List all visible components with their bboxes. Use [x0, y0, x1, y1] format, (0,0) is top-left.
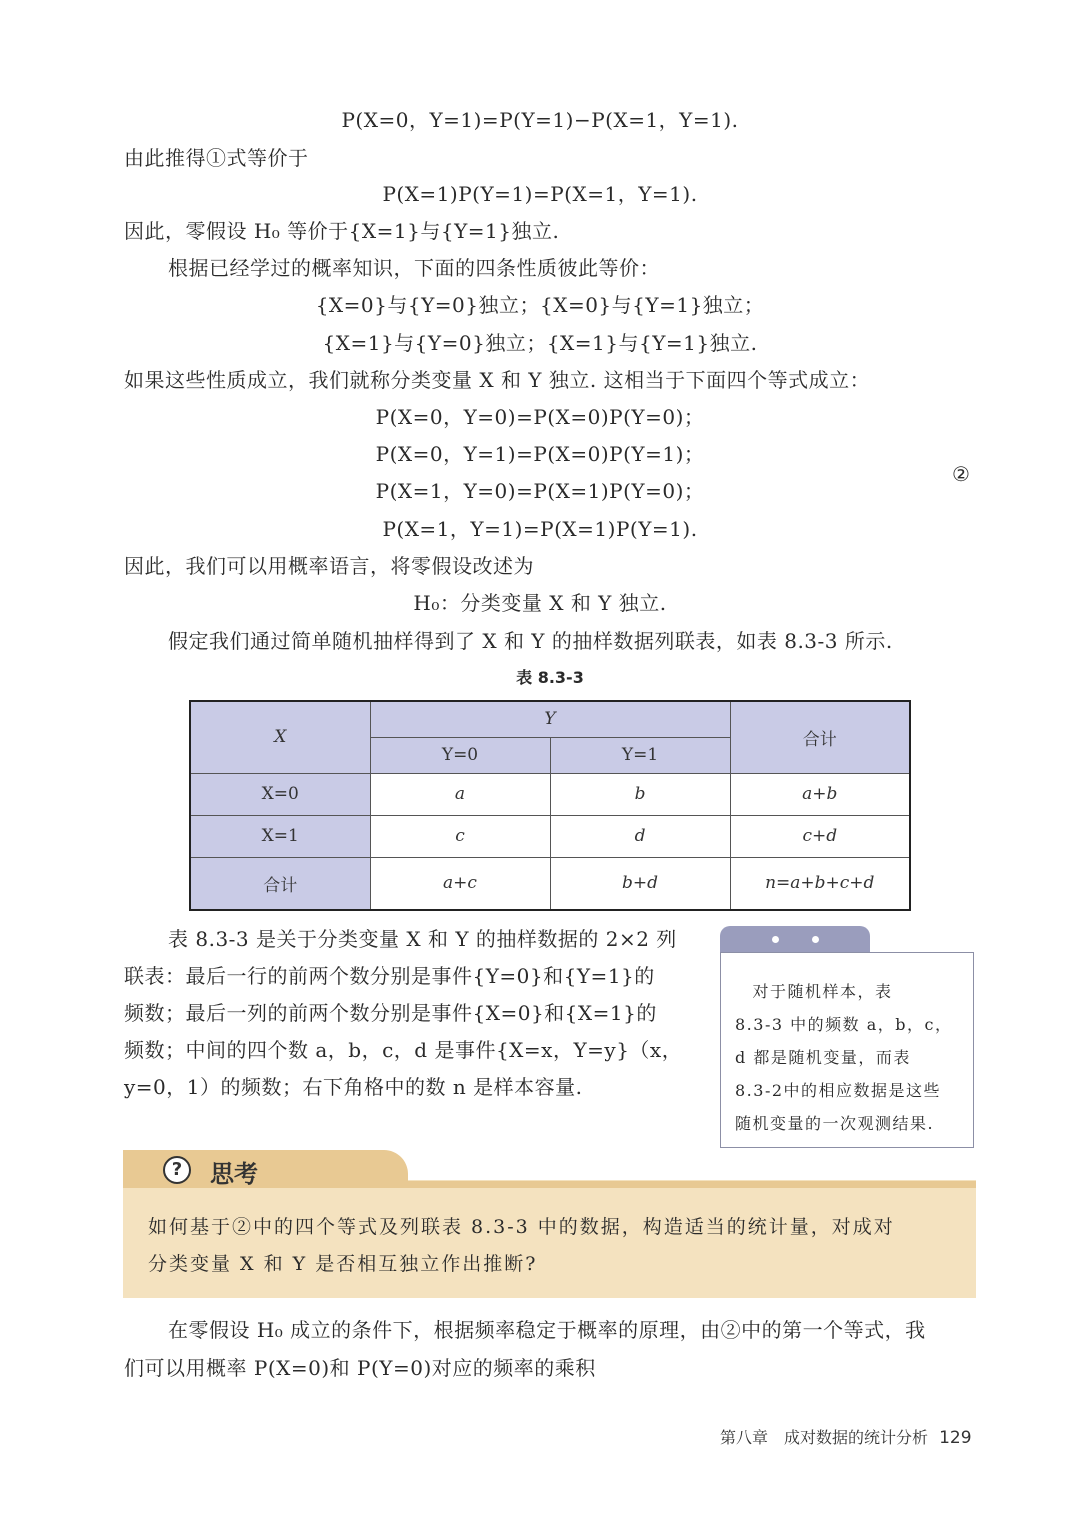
- row-label: 合计: [190, 857, 370, 910]
- table-row: [190, 815, 910, 857]
- side-note-tab: [720, 926, 870, 952]
- equation-line: {X=0}与{Y=0}独立；{X=0}与{Y=1}独立；: [315, 293, 765, 317]
- equation-number-marker: ②: [952, 462, 970, 486]
- paragraph-line: 表 8.3-3 是关于分类变量 X 和 Y 的抽样数据的 2×2 列: [168, 927, 677, 951]
- header-y: Y: [370, 701, 730, 737]
- row-label: X=1: [190, 815, 370, 857]
- table-cell: n=a+b+c+d: [730, 857, 910, 910]
- row-label: X=0: [190, 773, 370, 815]
- side-note: [720, 952, 974, 1148]
- text-line: 假定我们通过简单随机抽样得到了 X 和 Y 的抽样数据列联表，如表 8.3-3 所示.: [168, 629, 893, 653]
- text-line: 如果这些性质成立，我们就称分类变量 X 和 Y 独立. 这相当于下面四个等式成立：: [124, 368, 871, 392]
- equation-line: H₀：分类变量 X 和 Y 独立.: [413, 591, 667, 615]
- paragraph-line: 频数；中间的四个数 a，b，c，d 是事件{X=x，Y=y}（x，: [124, 1038, 683, 1062]
- table-cell: c+d: [730, 815, 910, 857]
- header-y0: Y=0: [370, 737, 550, 773]
- paragraph-line: 频数；最后一列的前两个数分别是事件{X=0}和{X=1}的: [124, 1001, 657, 1025]
- table-cell: a+c: [370, 857, 550, 910]
- paragraph-line: y=0，1）的频数；右下角格中的数 n 是样本容量.: [124, 1075, 583, 1099]
- table-row: [190, 857, 910, 910]
- table-cell: c: [370, 815, 550, 857]
- equation-line: P(X=0，Y=1)=P(X=0)P(Y=1)；: [375, 442, 705, 466]
- table-cell: d: [550, 815, 730, 857]
- header-y1: Y=1: [550, 737, 730, 773]
- text-line: 在零假设 H₀ 成立的条件下，根据频率稳定于概率的原理，由②中的第一个等式，我: [168, 1318, 926, 1342]
- table-cell: b: [550, 773, 730, 815]
- table-row: [190, 773, 910, 815]
- text-line: 根据已经学过的概率知识，下面的四条性质彼此等价：: [168, 256, 660, 280]
- side-note-line: d 都是随机变量，而表: [735, 1048, 911, 1067]
- page-footer: [720, 1425, 972, 1448]
- side-note-line: 对于随机样本，表: [735, 982, 893, 1001]
- text-line: 由此推得①式等价于: [124, 146, 309, 170]
- equation-line: {X=1}与{Y=0}独立；{X=1}与{Y=1}独立.: [322, 331, 758, 355]
- table-cell: a: [370, 773, 550, 815]
- think-text-line: 分类变量 X 和 Y 是否相互独立作出推断?: [148, 1253, 538, 1275]
- side-note-line: 8.3-3 中的频数 a，b，c，: [735, 1015, 953, 1034]
- think-title: 思考: [210, 1160, 258, 1188]
- equation-line: P(X=1，Y=0)=P(X=1)P(Y=0)；: [375, 479, 705, 503]
- table-cell: a+b: [730, 773, 910, 815]
- equation-line: P(X=0，Y=1)=P(Y=1)−P(X=1，Y=1).: [341, 108, 739, 132]
- question-icon: ?: [163, 1156, 191, 1184]
- equation-line: P(X=1)P(Y=1)=P(X=1，Y=1).: [382, 182, 698, 206]
- text-line: 因此，零假设 H₀ 等价于{X=1}与{Y=1}独立.: [124, 219, 560, 243]
- text-line: 们可以用概率 P(X=0)和 P(Y=0)对应的频率的乘积: [124, 1356, 596, 1380]
- dot-icon: [812, 936, 819, 943]
- table-cell: b+d: [550, 857, 730, 910]
- think-text-line: 如何基于②中的四个等式及列联表 8.3-3 中的数据，构造适当的统计量，对成对: [148, 1216, 895, 1238]
- side-note-line: 8.3-2中的相应数据是这些: [735, 1081, 942, 1100]
- chapter-title: 第八章 成对数据的统计分析: [720, 1428, 929, 1447]
- text-line: 因此，我们可以用概率语言，将零假设改述为: [124, 554, 534, 578]
- equation-line: P(X=1，Y=1)=P(X=1)P(Y=1).: [382, 517, 698, 541]
- page-number: 129: [939, 1428, 972, 1448]
- think-box: [123, 1180, 976, 1298]
- paragraph-line: 联表：最后一行的前两个数分别是事件{Y=0}和{Y=1}的: [124, 964, 655, 988]
- dot-icon: [772, 936, 779, 943]
- side-note-text: [735, 975, 961, 1140]
- header-total: 合计: [730, 701, 910, 773]
- header-x: X: [190, 701, 370, 773]
- table-title: 表 8.3-3: [516, 668, 584, 687]
- contingency-table: [189, 700, 911, 911]
- equation-line: P(X=0，Y=0)=P(X=0)P(Y=0)；: [375, 405, 705, 429]
- side-note-line: 随机变量的一次观测结果.: [735, 1114, 935, 1133]
